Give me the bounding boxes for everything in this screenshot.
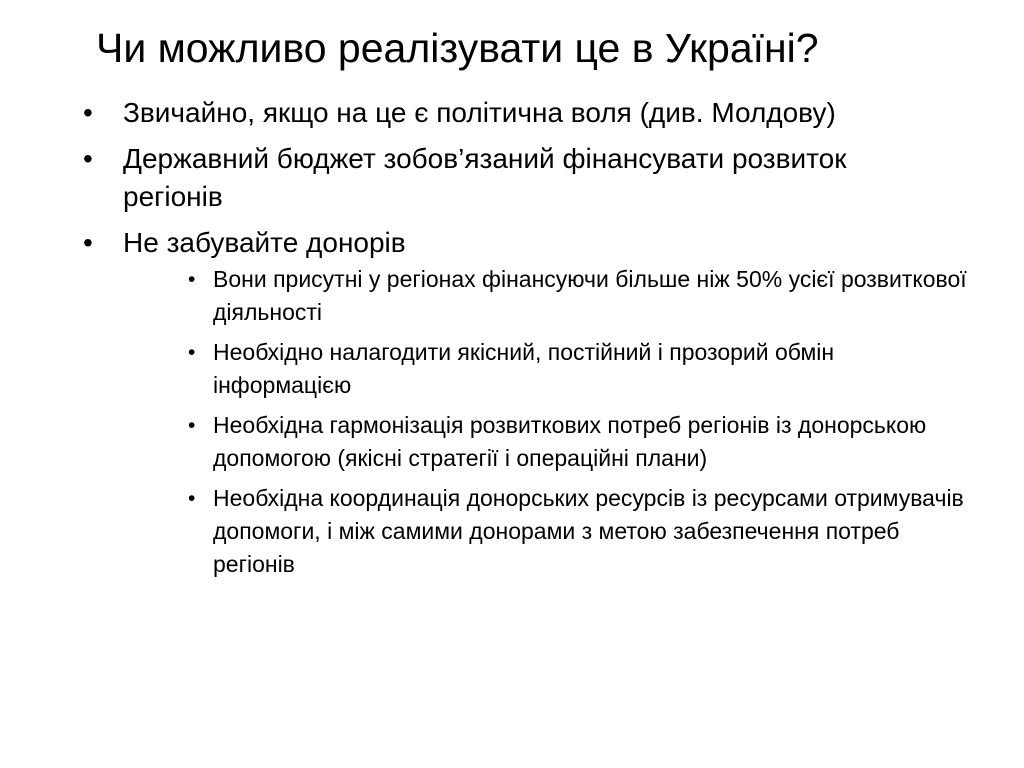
sub-bullet-text: Необхідна координація донорських ресурсів із ресурсами отримувачів допомоги, і між самими донорами з метою забезпечення потреб регіонів (213, 485, 964, 577)
sub-bullet-item (188, 482, 978, 581)
bullet-text: Державний бюджет зобов’язаний фінансувати розвиток регіонів (123, 143, 847, 212)
bullet-list (80, 94, 967, 589)
slide-title: Чи можливо реалізувати це в Україні? (96, 25, 819, 71)
sub-bullet-icon: • (188, 341, 196, 364)
bullet-text: Звичайно, якщо на це є політична воля (див. Молдову) (123, 97, 836, 128)
bullet-text: Не забувайте донорів (123, 227, 406, 258)
bullet-icon: • (83, 97, 93, 128)
bullet-icon: • (83, 227, 93, 258)
bullet-item (80, 140, 900, 216)
sub-bullet-text: Необхідна гармонізація розвиткових потреб регіонів із донорською допомогою (якісні стратегії і операційні плани) (213, 412, 927, 471)
sub-bullet-item (188, 409, 978, 475)
sub-bullet-text: Необхідно налагодити якісний, постійний і прозорий обмін інформацією (213, 339, 835, 398)
sub-bullet-icon: • (188, 487, 196, 510)
sub-bullet-icon: • (188, 268, 196, 291)
sub-bullet-text: Вони присутні у регіонах фінансуючи більше ніж 50% усієї розвиткової діяльності (213, 266, 967, 325)
sub-bullet-item (188, 336, 978, 402)
sub-bullet-list (188, 263, 978, 581)
sub-bullet-icon: • (188, 414, 196, 437)
sub-bullet-item (188, 263, 978, 329)
bullet-item (80, 94, 900, 132)
bullet-icon: • (83, 143, 93, 174)
bullet-item (80, 224, 967, 581)
